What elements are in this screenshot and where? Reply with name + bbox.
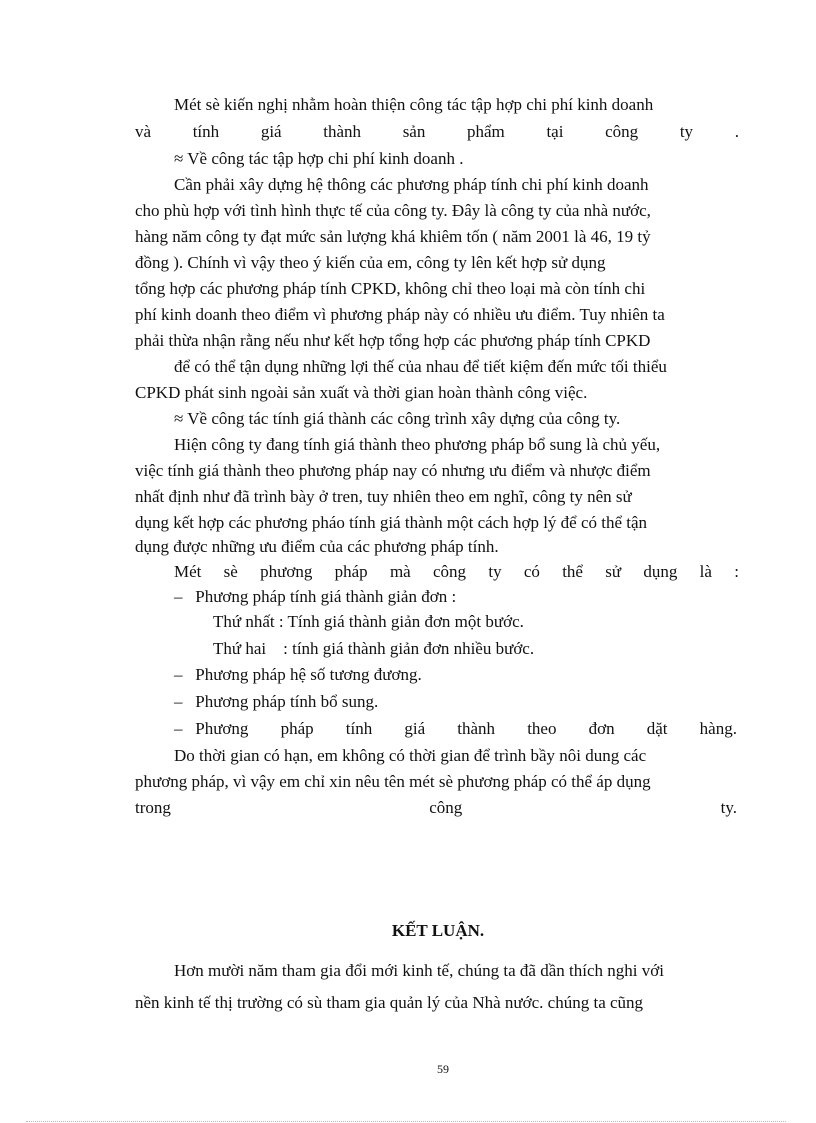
text-line: phương pháp, vì vậy em chỉ xin nêu tên mét sè phương pháp có thể áp dụng (135, 772, 651, 791)
word: công (429, 798, 463, 817)
text-line: nền kinh tế thị trường có sù tham gia quản lý của Nhà nước. chúng ta cũng (135, 993, 644, 1012)
text-line: cho phù hợp với tình hình thực tế của công ty. Đây là công ty của nhà nước, (135, 201, 651, 220)
text-line: phí kinh doanh theo điểm vì phương pháp này có nhiều ưu điểm. Tuy nhiên ta (135, 305, 665, 324)
word: phẩm (467, 122, 505, 141)
word: tính (192, 122, 220, 141)
text-line: hàng năm công ty đạt mức sản lượng khá khiêm tốn ( năm 2001 là 46, 19 tỷ (135, 227, 651, 246)
sub-item: Thứ nhất : Tính giá thành giản đơn một bước. (213, 612, 524, 631)
text-line: Mét sè kiến nghị nhằm hoàn thiện công tác tập hợp chi phí kinh doanh (174, 95, 654, 114)
word: giá (260, 122, 282, 141)
bullet-item: – Phương pháp tính bổ sung. (174, 692, 379, 711)
word: là (699, 562, 712, 581)
text-line: dụng kết hợp các phương pháo tính giá thành một cách hợp lý để có thể tận (135, 513, 648, 532)
justified-line (135, 797, 737, 819)
word: – Phương (174, 719, 249, 738)
word: pháp (334, 562, 368, 581)
word: công (605, 122, 639, 141)
word: phương (260, 562, 313, 581)
word: thành (457, 719, 496, 738)
word: dặt (646, 719, 668, 738)
bullet-item: – Phương pháp tính giá thành giản đơn : (174, 587, 457, 606)
word: ty (679, 122, 694, 141)
text-line: Hơn mười năm tham gia đổi mới kinh tế, chúng ta đã dần thích nghi với (174, 961, 664, 980)
text-line: nhất định như đã trình bày ở tren, tuy nhiên theo em nghĩ, công ty nên sử (135, 487, 632, 506)
word: dụng (643, 562, 678, 581)
text-line: CPKD phát sinh ngoài sản xuất và thời gian hoàn thành công việc. (135, 383, 588, 402)
word: đơn (588, 719, 615, 738)
sub-item: Thứ hai : tính giá thành giản đơn nhiều bước. (213, 639, 535, 658)
word: : (734, 562, 739, 581)
word: sè (223, 562, 238, 581)
justified-line (174, 718, 737, 740)
page-divider (26, 1121, 786, 1122)
text-line: việc tính giá thành theo phương pháp nay có nhưng ưu điểm và nhược điểm (135, 461, 651, 480)
word: sử (605, 562, 622, 581)
text-line: đồng ). Chính vì vậy theo ý kiến của em, công ty lên kết hợp sử dụng (135, 253, 606, 272)
page-number: 59 (437, 1062, 449, 1076)
word: . (734, 122, 739, 141)
justified-line (174, 561, 739, 583)
word: thành (323, 122, 362, 141)
justified-line (135, 121, 739, 143)
word: tính (345, 719, 373, 738)
text-line: để có thể tận dụng những lợi thế của nhau để tiết kiệm đến mức tối thiểu (174, 357, 667, 376)
word: theo (527, 719, 557, 738)
word: ty (488, 562, 502, 581)
word: Mét (174, 562, 202, 581)
word: sản (402, 122, 426, 141)
text-line: tổng hợp các phương pháp tính CPKD, không chỉ theo loại mà còn tính chi (135, 279, 646, 298)
text-line: Hiện công ty đang tính giá thành theo phương pháp bổ sung là chủ yếu, (174, 435, 661, 454)
word: hàng. (699, 719, 737, 738)
word: và (135, 122, 152, 141)
text-line: phải thừa nhận rằng nếu như kết hợp tổng hợp các phương pháp tính CPKD (135, 331, 651, 350)
text-line: Do thời gian có hạn, em không có thời gian để trình bầy nôi dung các (174, 746, 647, 765)
text-line: ≈ Về công tác tập hợp chi phí kinh doanh . (174, 149, 464, 168)
word: có (523, 562, 540, 581)
word: mà (389, 562, 411, 581)
text-line: ≈ Về công tác tính giá thành các công trình xây dựng của công ty. (174, 409, 621, 428)
word: ty. (720, 798, 737, 817)
word: công (433, 562, 467, 581)
word: trong (135, 798, 171, 817)
text-line: dụng được những ưu điểm của các phương pháp tính. (135, 537, 499, 556)
word: thể (562, 562, 583, 581)
word: tại (546, 122, 564, 141)
word: pháp (280, 719, 314, 738)
word: giá (404, 719, 426, 738)
text-line: Cần phải xây dựng hệ thông các phương pháp tính chi phí kinh doanh (174, 175, 649, 194)
section-heading: KẾT LUẬN. (391, 921, 485, 940)
bullet-item: – Phương pháp hệ số tương đương. (174, 665, 422, 684)
